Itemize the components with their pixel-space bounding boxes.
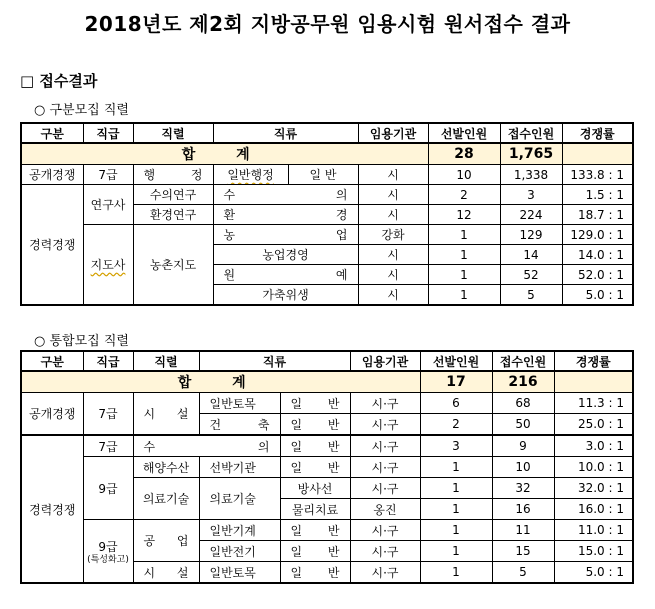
table-row: 지도사 농촌지도 농 업 강화 1 129 129.0 : 1 (21, 225, 633, 245)
table-row: 건 축 일 반 시·구 2 50 25.0 : 1 (21, 414, 633, 436)
total-applied: 1,765 (500, 143, 562, 165)
total-row (21, 371, 633, 393)
total-selected: 17 (420, 371, 492, 393)
header-agency: 임용기관 (350, 351, 420, 371)
total-row (21, 143, 633, 165)
table-row: 공개경쟁 7급 시 설 일반토목 일 반 시·구 6 68 11.3 : 1 (21, 393, 633, 414)
grade-label: 9급 (98, 539, 118, 554)
header-agency: 임용기관 (358, 123, 428, 143)
table1-subtitle: ○ 구분모집 직렬 (34, 103, 129, 118)
table-row: 가축위생 시 1 5 5.0 : 1 (21, 285, 633, 306)
section-title: □ 접수결과 (20, 72, 98, 90)
header-subseries: 직류 (199, 351, 350, 371)
header-ratio: 경쟁률 (554, 351, 633, 371)
page-title: 2018년도 제2회 지방공무원 임용시험 원서접수 결과 (84, 12, 571, 36)
table-separate-recruitment (20, 122, 634, 306)
table-header-row (21, 123, 633, 143)
total-label: 합 계 (21, 143, 428, 165)
header-series: 직렬 (133, 123, 213, 143)
table-header-row (21, 351, 633, 371)
table-row: 시 설 일반토목 일 반 시·구 1 5 5.0 : 1 (21, 562, 633, 584)
grade-note: (특성화고) (87, 554, 129, 565)
header-grade: 직급 (83, 123, 133, 143)
table-row: 일반전기 일 반 시·구 1 15 15.0 : 1 (21, 541, 633, 562)
table-row: 환경연구 환 경 시 12 224 18.7 : 1 (21, 205, 633, 225)
header-category: 구분 (21, 123, 83, 143)
table-row: 농업경영 시 1 14 14.0 : 1 (21, 245, 633, 265)
table-row: 경력경쟁 연구사 수의연구 수 의 시 2 3 1.5 : 1 (21, 185, 633, 205)
total-applied: 216 (492, 371, 554, 393)
table-row: 경력경쟁 7급 수 의 일 반 시·구 3 9 3.0 : 1 (21, 435, 633, 457)
header-category: 구분 (21, 351, 83, 371)
header-series: 직렬 (133, 351, 199, 371)
header-applied: 접수인원 (500, 123, 562, 143)
header-grade: 직급 (83, 351, 133, 371)
table-row: 원 예 시 1 52 52.0 : 1 (21, 265, 633, 285)
total-label: 합 계 (21, 371, 420, 393)
table2-subtitle: ○ 통합모집 직렬 (34, 334, 129, 349)
table-row: 물리치료 옹진 1 16 16.0 : 1 (21, 499, 633, 520)
header-applied: 접수인원 (492, 351, 554, 371)
table-row: 9급 (특성화고) 공 업 일반기계 일 반 시·구 1 11 11.0 : 1 (21, 520, 633, 541)
table-row: 공개경쟁 7급 행 정 일반행정 일 반 시 10 1,338 133.8 : 1 (21, 165, 633, 185)
table-row: 9급 해양수산 선박기관 일 반 시·구 1 10 10.0 : 1 (21, 457, 633, 478)
header-selected: 선발인원 (420, 351, 492, 371)
total-selected: 28 (428, 143, 500, 165)
table-integrated-recruitment (20, 350, 634, 584)
header-subseries: 직류 (213, 123, 358, 143)
header-ratio: 경쟁률 (562, 123, 633, 143)
table-row: 의료기술 의료기술 방사선 시·구 1 32 32.0 : 1 (21, 478, 633, 499)
header-selected: 선발인원 (428, 123, 500, 143)
